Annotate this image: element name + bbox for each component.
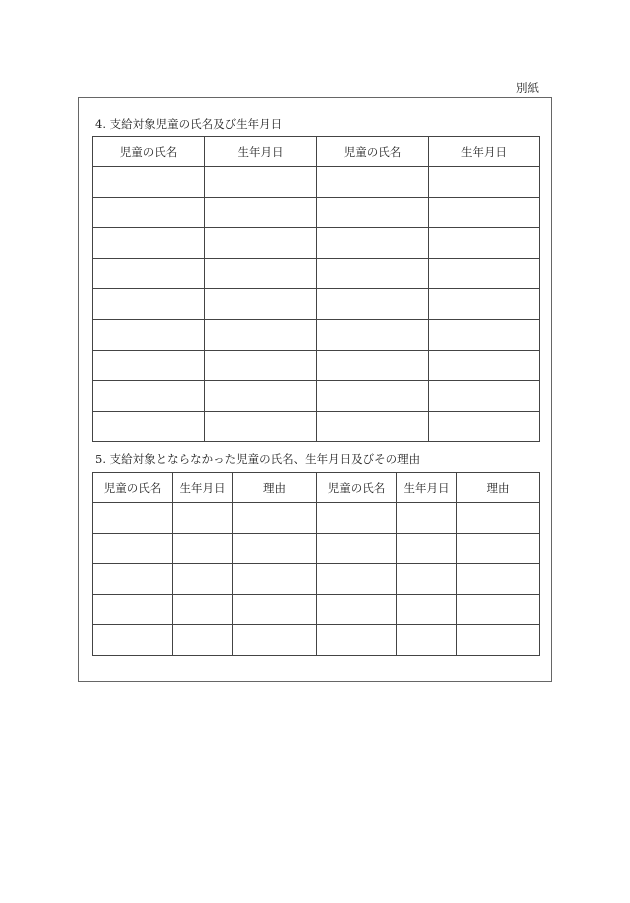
ineligible-children-table: [92, 472, 540, 656]
table-row: [93, 533, 540, 564]
table-cell[interactable]: [317, 258, 429, 289]
table-header-row: [93, 473, 540, 503]
column-header: 理由: [457, 473, 540, 503]
column-header: 生年月日: [173, 473, 233, 503]
table-cell[interactable]: [317, 197, 429, 228]
eligible-children-table: [92, 136, 540, 442]
table-cell[interactable]: [173, 503, 233, 534]
table-cell[interactable]: [429, 289, 540, 320]
table-cell[interactable]: [173, 533, 233, 564]
table-row: [93, 503, 540, 534]
table-cell[interactable]: [397, 533, 457, 564]
column-header: 児童の氏名: [93, 137, 205, 167]
table-cell[interactable]: [429, 167, 540, 198]
table-cell[interactable]: [317, 319, 429, 350]
table-cell[interactable]: [173, 625, 233, 656]
table-cell[interactable]: [397, 625, 457, 656]
table-cell[interactable]: [429, 228, 540, 259]
table-cell[interactable]: [93, 411, 205, 442]
table-cell[interactable]: [317, 381, 429, 412]
section-4-title: 4. 支給対象児童の氏名及び生年月日: [95, 117, 283, 131]
table-cell[interactable]: [205, 228, 317, 259]
table-cell[interactable]: [233, 625, 317, 656]
attachment-label: 別紙: [516, 81, 539, 95]
table-cell[interactable]: [93, 167, 205, 198]
table-cell[interactable]: [205, 319, 317, 350]
table-row: [93, 258, 540, 289]
table-cell[interactable]: [93, 197, 205, 228]
table-cell[interactable]: [93, 594, 173, 625]
table-cell[interactable]: [173, 564, 233, 595]
table-cell[interactable]: [205, 381, 317, 412]
table-cell[interactable]: [205, 411, 317, 442]
table-cell[interactable]: [205, 167, 317, 198]
table-cell[interactable]: [233, 564, 317, 595]
table-cell[interactable]: [397, 564, 457, 595]
table-cell[interactable]: [317, 167, 429, 198]
table-cell[interactable]: [93, 564, 173, 595]
table-cell[interactable]: [457, 625, 540, 656]
table-cell[interactable]: [429, 258, 540, 289]
table-cell[interactable]: [457, 564, 540, 595]
table-row: [93, 167, 540, 198]
table-cell[interactable]: [317, 503, 397, 534]
table-cell[interactable]: [93, 289, 205, 320]
table-cell[interactable]: [93, 625, 173, 656]
table-cell[interactable]: [173, 594, 233, 625]
table-cell[interactable]: [205, 289, 317, 320]
table-cell[interactable]: [93, 503, 173, 534]
table-cell[interactable]: [205, 197, 317, 228]
table-cell[interactable]: [205, 258, 317, 289]
table-cell[interactable]: [317, 625, 397, 656]
table-cell[interactable]: [317, 228, 429, 259]
table-cell[interactable]: [317, 564, 397, 595]
table-cell[interactable]: [233, 503, 317, 534]
table-row: [93, 411, 540, 442]
column-header: 児童の氏名: [317, 473, 397, 503]
table-cell[interactable]: [233, 533, 317, 564]
table-header-row: [93, 137, 540, 167]
table-cell[interactable]: [397, 503, 457, 534]
table-cell[interactable]: [93, 319, 205, 350]
table-cell[interactable]: [429, 381, 540, 412]
table-cell[interactable]: [93, 533, 173, 564]
table-cell[interactable]: [317, 411, 429, 442]
table-cell[interactable]: [317, 594, 397, 625]
table-cell[interactable]: [93, 350, 205, 381]
table-cell[interactable]: [429, 411, 540, 442]
table-cell[interactable]: [233, 594, 317, 625]
table-cell[interactable]: [457, 533, 540, 564]
table-row: [93, 625, 540, 656]
column-header: 生年月日: [205, 137, 317, 167]
column-header: 児童の氏名: [317, 137, 429, 167]
table-row: [93, 228, 540, 259]
table-cell[interactable]: [429, 319, 540, 350]
table-cell[interactable]: [93, 228, 205, 259]
table-row: [93, 381, 540, 412]
table-row: [93, 289, 540, 320]
table-row: [93, 350, 540, 381]
table-cell[interactable]: [397, 594, 457, 625]
table-cell[interactable]: [429, 197, 540, 228]
table-cell[interactable]: [457, 503, 540, 534]
column-header: 理由: [233, 473, 317, 503]
column-header: 生年月日: [397, 473, 457, 503]
table-row: [93, 594, 540, 625]
column-header: 生年月日: [429, 137, 540, 167]
table-row: [93, 197, 540, 228]
table-cell[interactable]: [205, 350, 317, 381]
table-cell[interactable]: [317, 289, 429, 320]
table-cell[interactable]: [317, 533, 397, 564]
section-5-title: 5. 支給対象とならなかった児童の氏名、生年月日及びその理由: [95, 452, 421, 466]
table-row: [93, 319, 540, 350]
table-cell[interactable]: [93, 381, 205, 412]
column-header: 児童の氏名: [93, 473, 173, 503]
table-row: [93, 564, 540, 595]
table-cell[interactable]: [93, 258, 205, 289]
table-cell[interactable]: [429, 350, 540, 381]
table-cell[interactable]: [457, 594, 540, 625]
table-cell[interactable]: [317, 350, 429, 381]
